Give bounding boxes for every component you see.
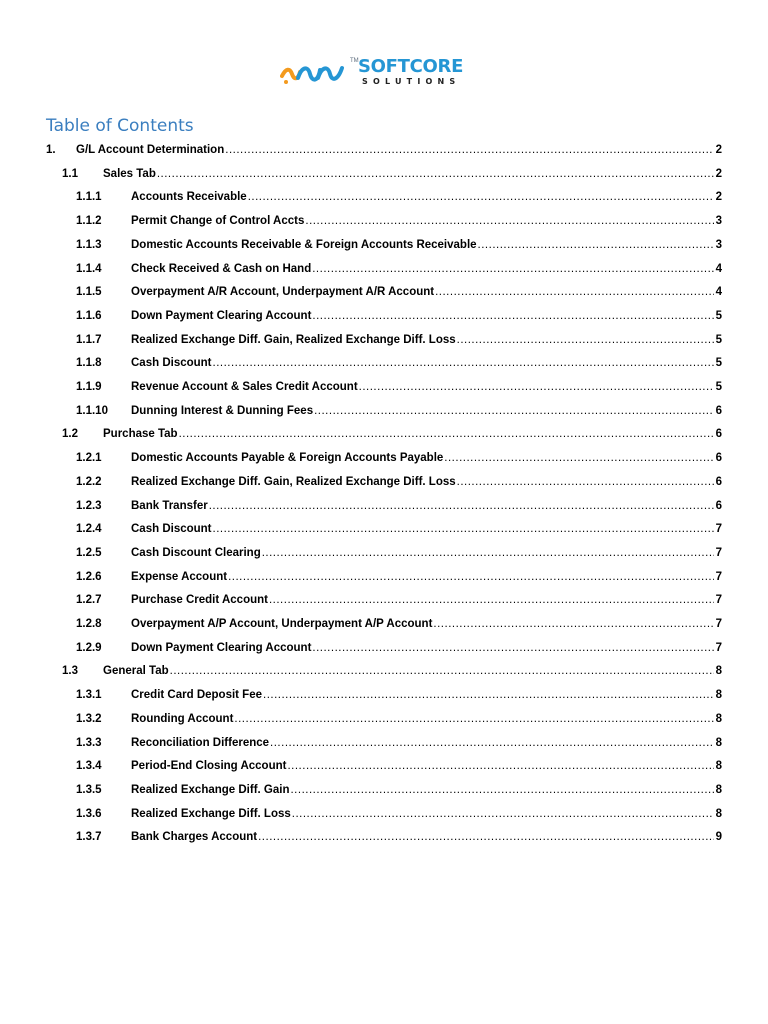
toc-entry-page-number[interactable]: 2 [715, 191, 722, 204]
toc-entry[interactable] [0, 709, 768, 729]
toc-entry-page-number[interactable]: 6 [715, 428, 722, 441]
toc-entry-line[interactable] [131, 827, 722, 847]
toc-entry-label[interactable]: Overpayment A/R Account, Underpayment A/R Account [131, 286, 435, 299]
toc-entry[interactable] [0, 353, 768, 373]
toc-dot-leader [209, 496, 714, 516]
toc-dot-leader [228, 567, 714, 587]
logo-tagline-text: SOLUTIONS [362, 77, 461, 86]
toc-dot-leader [312, 638, 713, 658]
toc-entry[interactable] [0, 140, 768, 160]
toc-dot-leader [270, 733, 714, 753]
toc-entry-number: 1.3.1 [76, 689, 102, 702]
toc-dot-leader [292, 804, 714, 824]
toc-entry-page-number[interactable]: 7 [715, 546, 722, 559]
toc-dot-leader [179, 424, 714, 444]
toc-entry-number: 1.1.2 [76, 215, 102, 228]
toc-dot-leader [213, 519, 714, 539]
toc-entry[interactable] [0, 211, 768, 231]
toc-entry[interactable] [0, 259, 768, 279]
toc-dot-leader [314, 401, 714, 421]
toc-entry-number: 1.2.3 [76, 499, 102, 512]
toc-entry-number: 1.1 [62, 167, 78, 180]
toc-entry[interactable] [0, 164, 768, 184]
toc-entry-page-number[interactable]: 3 [715, 215, 722, 228]
toc-dot-leader [157, 164, 714, 184]
toc-entry-line[interactable] [131, 377, 722, 397]
toc-entry-number: 1.1.6 [76, 309, 102, 322]
toc-dot-leader [290, 780, 713, 800]
toc-entry-number: 1.3.7 [76, 831, 102, 844]
toc-entry-page-number[interactable]: 8 [715, 760, 722, 773]
toc-entry-label[interactable]: Dunning Interest & Dunning Fees [131, 404, 314, 417]
toc-entry-line[interactable] [131, 709, 722, 729]
toc-dot-leader [263, 685, 714, 705]
company-logo [280, 54, 480, 94]
toc-entry-page-number[interactable]: 7 [715, 523, 722, 536]
toc-entry-page-number[interactable]: 3 [715, 238, 722, 251]
toc-entry[interactable] [0, 614, 768, 634]
toc-entry-label[interactable]: Accounts Receivable [131, 191, 247, 204]
toc-entry-page-number[interactable]: 4 [715, 262, 722, 275]
toc-entry-number: 1.1.4 [76, 262, 102, 275]
toc-entry[interactable] [0, 424, 768, 444]
toc-entry-page-number[interactable]: 2 [715, 167, 722, 180]
toc-entry[interactable] [0, 448, 768, 468]
toc-entry-line[interactable] [131, 472, 722, 492]
toc-entry-number: 1.1.1 [76, 191, 102, 204]
toc-dot-leader [170, 661, 714, 681]
toc-entry-line[interactable] [103, 424, 722, 444]
toc-dot-leader [225, 140, 713, 160]
toc-entry[interactable] [0, 638, 768, 658]
toc-heading: Table of Contents [46, 116, 194, 136]
toc-entry[interactable] [0, 377, 768, 397]
toc-entry-number: 1.2.2 [76, 475, 102, 488]
toc-entry-page-number[interactable]: 8 [715, 736, 722, 749]
toc-dot-leader [435, 282, 714, 302]
toc-dot-leader [262, 543, 714, 563]
toc-entry-number: 1.1.5 [76, 286, 102, 299]
toc-entry[interactable] [0, 401, 768, 421]
toc-entry-label[interactable]: Domestic Accounts Payable & Foreign Accounts Payable [131, 452, 444, 465]
toc-entry-page-number[interactable]: 6 [715, 499, 722, 512]
toc-entry-line[interactable] [131, 780, 722, 800]
toc-entry[interactable] [0, 496, 768, 516]
toc-dot-leader [258, 827, 713, 847]
toc-entry-line[interactable] [131, 187, 722, 207]
toc-entry-page-number[interactable]: 9 [715, 831, 722, 844]
toc-entry-number: 1.3 [62, 665, 78, 678]
toc-entry-page-number[interactable]: 8 [715, 689, 722, 702]
toc-dot-leader [444, 448, 713, 468]
toc-entry-number: 1.2.1 [76, 452, 102, 465]
toc-dot-leader [359, 377, 714, 397]
toc-entry[interactable] [0, 330, 768, 350]
toc-entry-label[interactable]: Purchase Credit Account [131, 594, 268, 607]
toc-entry-line[interactable] [131, 496, 722, 516]
toc-entry-label[interactable]: Down Payment Clearing Account [131, 641, 312, 654]
trademark-mark: TM [350, 58, 359, 64]
toc-entry-number: 1.2.9 [76, 641, 102, 654]
toc-entry-page-number[interactable]: 7 [715, 641, 722, 654]
toc-entry-number: 1. [46, 144, 56, 156]
toc-dot-leader [457, 472, 714, 492]
toc-entry-page-number[interactable]: 8 [715, 665, 722, 678]
toc-entry-label[interactable]: Overpayment A/P Account, Underpayment A/P Account [131, 618, 433, 630]
toc-entry-page-number[interactable]: 7 [715, 594, 722, 607]
toc-entry-page-number[interactable]: 6 [715, 404, 722, 417]
toc-entry[interactable] [0, 590, 768, 610]
toc-entry[interactable] [0, 780, 768, 800]
softcore-logo-mark-icon [280, 58, 350, 88]
toc-entry-page-number[interactable]: 8 [715, 807, 722, 820]
toc-entry-label[interactable]: Cash Discount [131, 523, 212, 536]
toc-entry-label[interactable]: Check Received & Cash on Hand [131, 262, 312, 275]
toc-entry-line[interactable] [131, 519, 722, 539]
toc-entry-number: 1.1.9 [76, 381, 102, 393]
toc-entry-page-number[interactable]: 7 [715, 618, 722, 630]
toc-entry-page-number[interactable]: 5 [715, 309, 722, 322]
toc-entry[interactable] [0, 661, 768, 681]
toc-entry[interactable] [0, 519, 768, 539]
toc-entry-label[interactable]: Realized Exchange Diff. Gain [131, 783, 290, 796]
toc-dot-leader [478, 235, 714, 255]
toc-entry-line[interactable] [131, 543, 722, 563]
toc-entry-line[interactable] [131, 685, 722, 705]
toc-entry-number: 1.1.8 [76, 357, 102, 370]
toc-entry-number: 1.3.3 [76, 736, 102, 749]
toc-entry-line[interactable] [131, 211, 722, 231]
toc-dot-leader [287, 756, 713, 776]
toc-entry-line[interactable] [103, 661, 722, 681]
toc-entry-line[interactable] [131, 259, 722, 279]
toc-entry-number: 1.3.5 [76, 783, 102, 796]
toc-entry[interactable] [0, 187, 768, 207]
toc-entry-number: 1.3.4 [76, 760, 102, 773]
toc-entry[interactable] [0, 685, 768, 705]
toc-entry-line[interactable] [131, 330, 722, 350]
toc-entry-label[interactable]: Permit Change of Control Accts [131, 215, 305, 228]
toc-dot-leader [433, 614, 713, 634]
logo-brand-text: SOFTCORE [358, 56, 464, 77]
toc-entry-line[interactable] [131, 282, 722, 302]
toc-dot-leader [305, 211, 713, 231]
toc-entry-label[interactable]: Bank Charges Account [131, 831, 258, 844]
toc-dot-leader [312, 306, 713, 326]
toc-entry-line[interactable] [103, 164, 722, 184]
toc-entry[interactable] [0, 235, 768, 255]
toc-entry[interactable] [0, 756, 768, 776]
toc-entry-line[interactable] [131, 614, 722, 634]
toc-entry-page-number[interactable]: 5 [715, 333, 722, 346]
toc-entry-number: 1.2 [62, 428, 78, 441]
toc-entry-page-number[interactable]: 4 [715, 286, 722, 299]
toc-entry-label[interactable]: Sales Tab [103, 167, 156, 180]
toc-entry-number: 1.1.10 [76, 404, 108, 417]
toc-entry-label[interactable]: G/L Account Determination [76, 144, 225, 156]
toc-entry-number: 1.2.6 [76, 570, 102, 583]
toc-entry-label[interactable]: Period-End Closing Account [131, 760, 287, 773]
toc-entry-page-number[interactable]: 5 [715, 381, 722, 393]
toc-entry-line[interactable] [131, 353, 722, 373]
toc-entry-page-number[interactable]: 6 [715, 452, 722, 465]
toc-entry-label[interactable]: Purchase Tab [103, 428, 178, 441]
toc-dot-leader [234, 709, 713, 729]
toc-entry-label[interactable]: Expense Account [131, 570, 228, 583]
toc-entry[interactable] [0, 567, 768, 587]
toc-entry-line[interactable] [131, 306, 722, 326]
toc-entry-number: 1.2.5 [76, 546, 102, 559]
toc-entry-line[interactable] [76, 140, 722, 160]
toc-entry-label[interactable]: Realized Exchange Diff. Gain, Realized Exchange Diff. Loss [131, 475, 456, 488]
toc-entry-label[interactable]: Realized Exchange Diff. Loss [131, 807, 291, 820]
toc-dot-leader [457, 330, 714, 350]
toc-entry[interactable] [0, 306, 768, 326]
toc-entry-number: 1.2.7 [76, 594, 102, 607]
toc-entry-page-number[interactable]: 6 [715, 475, 722, 488]
toc-entry-label[interactable]: Revenue Account & Sales Credit Account [131, 381, 358, 393]
toc-entry[interactable] [0, 733, 768, 753]
toc-entry-line[interactable] [131, 235, 722, 255]
toc-entry-label[interactable]: Realized Exchange Diff. Gain, Realized Exchange Diff. Loss [131, 333, 456, 346]
toc-entry[interactable] [0, 543, 768, 563]
toc-entry-label[interactable]: General Tab [103, 665, 169, 678]
toc-entry-number: 1.2.4 [76, 523, 102, 536]
toc-entry-number: 1.1.3 [76, 238, 102, 251]
toc-dot-leader [269, 590, 714, 610]
toc-dot-leader [213, 353, 714, 373]
toc-entry-label[interactable]: Bank Transfer [131, 499, 208, 512]
toc-entry-page-number[interactable]: 5 [715, 357, 722, 370]
toc-entry-number: 1.1.7 [76, 333, 102, 346]
toc-entry-line[interactable] [131, 756, 722, 776]
toc-entry-page-number[interactable]: 7 [715, 570, 722, 583]
toc-entry-page-number[interactable]: 2 [715, 144, 722, 156]
toc-entry-label[interactable]: Credit Card Deposit Fee [131, 689, 262, 702]
toc-entry[interactable] [0, 804, 768, 824]
toc-entry-line[interactable] [131, 448, 722, 468]
toc-entry-number: 1.3.6 [76, 807, 102, 820]
toc-entry-label[interactable]: Reconciliation Difference [131, 736, 270, 749]
toc-entry-page-number[interactable]: 8 [715, 712, 722, 725]
toc-dot-leader [312, 259, 713, 279]
toc-entry-line[interactable] [131, 733, 722, 753]
toc-dot-leader [248, 187, 714, 207]
toc-entry-line[interactable] [131, 638, 722, 658]
toc-entry-label[interactable]: Rounding Account [131, 712, 234, 725]
toc-entry-number: 1.3.2 [76, 712, 102, 725]
toc-entry[interactable] [0, 282, 768, 302]
toc-entry-line[interactable] [131, 401, 722, 421]
toc-entry[interactable] [0, 827, 768, 847]
toc-entry-line[interactable] [131, 567, 722, 587]
toc-entry-label[interactable]: Domestic Accounts Receivable & Foreign Accounts Receivable [131, 238, 477, 251]
toc-entry-line[interactable] [131, 590, 722, 610]
toc-entry-line[interactable] [131, 804, 722, 824]
toc-entry-label[interactable]: Cash Discount Clearing [131, 546, 261, 559]
toc-entry[interactable] [0, 472, 768, 492]
toc-entry-number: 1.2.8 [76, 618, 102, 630]
toc-entry-label[interactable]: Down Payment Clearing Account [131, 309, 312, 322]
toc-entry-page-number[interactable]: 8 [715, 783, 722, 796]
toc-entry-label[interactable]: Cash Discount [131, 357, 212, 370]
